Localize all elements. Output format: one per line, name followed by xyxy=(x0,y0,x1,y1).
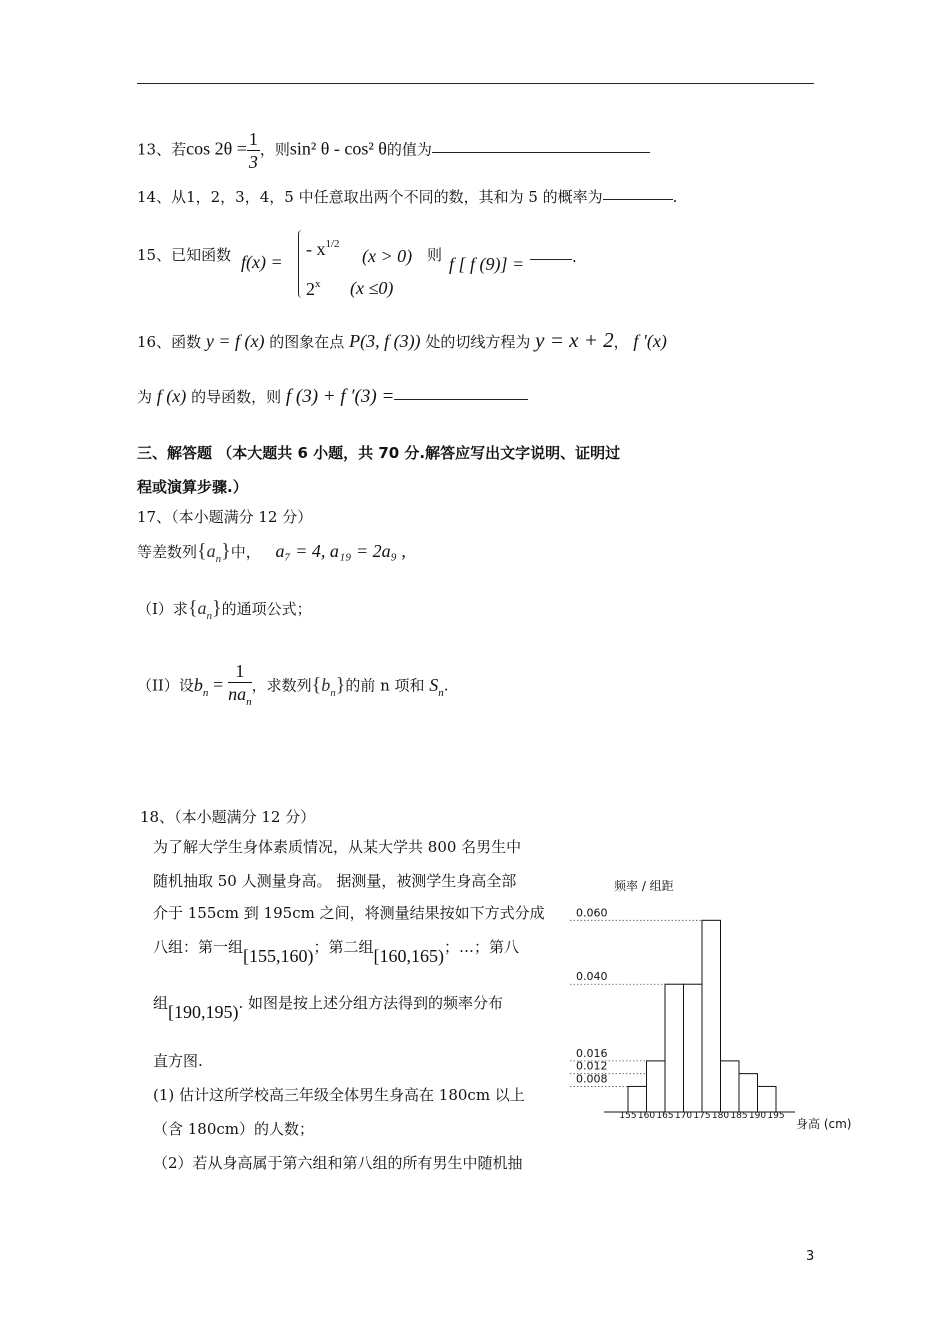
q17-p1-suffix: 的通项公式； xyxy=(221,600,312,618)
bar-5 xyxy=(702,920,721,1112)
q18-interval-1: [155,160) xyxy=(243,946,314,966)
bar-3 xyxy=(665,984,684,1112)
q18-line8: （含 180cm）的人数； xyxy=(153,1120,315,1138)
q18-line7: (1) 估计这所学校高三年级全体男生身高在 180cm 以上 xyxy=(153,1086,525,1104)
q17-bn-fraction xyxy=(228,660,252,713)
q16-prefix: 16、函数 xyxy=(137,333,202,351)
section-3-heading: 三、解答题 （本大题共 6 小题，共 70 分.解答应写出文字说明、证明过 xyxy=(137,444,621,462)
q17-part1 xyxy=(137,597,312,622)
q17-p2-end: . xyxy=(443,676,449,695)
q15-case1-exp: 1/2 xyxy=(325,238,340,250)
q17-bn-sub-2: n xyxy=(330,686,336,699)
bar-1 xyxy=(628,1086,647,1112)
q16-fx: f (x) xyxy=(156,386,187,406)
x-tick-label-0: 155 xyxy=(619,1111,637,1121)
q16-comma: ， xyxy=(613,333,629,351)
y-tick-label-1: 0.040 xyxy=(576,970,608,984)
q16-mid2: 处的切线方程为 xyxy=(425,333,531,351)
q15-end: . xyxy=(572,248,577,266)
q15-prefix: 15、已知函数 xyxy=(137,246,232,264)
q15-case1-base: - x xyxy=(306,239,326,259)
x-tick-label-2: 165 xyxy=(656,1111,674,1121)
q16-derivative: f ′(x) xyxy=(633,331,667,351)
q18-line2: 随机抽取 50 人测量身高。 据测量，被测学生身高全部 xyxy=(153,872,517,890)
q17-set-an: $\{a_n\}$ xyxy=(197,540,231,565)
q16-line2-mid: 的导函数，则 xyxy=(191,388,282,406)
q17-p2-mid2: 的前 n 项和 xyxy=(345,676,425,695)
q17-part2 xyxy=(137,660,449,713)
frequency-histogram xyxy=(570,860,860,1140)
q18-l5-b: . 如图是按上述分组方法得到的频率分布 xyxy=(238,994,504,1012)
q13-num: 1 xyxy=(248,129,258,149)
bar-6 xyxy=(721,1061,740,1112)
q15-then: 则 xyxy=(427,246,443,264)
q17-condition: a₇ = 4, a₁₉ = 2a₉ , xyxy=(275,541,406,561)
x-tick-label-3: 170 xyxy=(674,1111,693,1121)
q15-prefix-line xyxy=(137,244,231,265)
x-tick-label-5: 180 xyxy=(711,1111,730,1121)
x-tick-label-8: 195 xyxy=(767,1111,785,1121)
bar-2 xyxy=(647,1061,666,1112)
q17-sn: S xyxy=(429,674,439,695)
q18-line4 xyxy=(153,936,520,966)
q15-case2-base: 2 xyxy=(306,279,315,299)
q16-line2-prefix: 为 xyxy=(137,388,153,406)
question-14 xyxy=(137,186,677,207)
bar-4 xyxy=(684,984,703,1112)
y-tick-label-2: 0.016 xyxy=(576,1046,608,1060)
q17-l1-prefix: 等差数列 xyxy=(137,543,198,561)
q17-set-an-2: $\{a_n\}$ xyxy=(187,597,222,622)
q16-answer-blank xyxy=(394,399,528,400)
bar-7 xyxy=(739,1074,758,1112)
q17-sn-sub: n xyxy=(438,686,444,699)
q17-l1-mid: 中， xyxy=(230,543,261,561)
question-16-line2 xyxy=(137,386,528,408)
q15-case2 xyxy=(306,278,321,300)
q15-answer xyxy=(530,248,577,266)
question-13 xyxy=(137,128,650,173)
q15-expr: f [ f (9)] = xyxy=(449,254,525,274)
x-tick-label-6: 185 xyxy=(730,1111,748,1121)
q16-function: y = f (x) xyxy=(205,331,265,351)
q17-bn-eq: = xyxy=(213,674,224,695)
q17-bn: b xyxy=(193,674,203,695)
q13-fraction xyxy=(247,128,260,173)
q18-interval-2: [160,165) xyxy=(373,946,445,966)
q14-text: 14、从1，2，3，4，5 中任意取出两个不同的数，其和为 5 的概率为 xyxy=(137,188,603,206)
q13-lhs: cos 2θ = xyxy=(186,138,247,159)
q17-line1 xyxy=(137,540,406,565)
q17-title: 17、（本小题满分 12 分） xyxy=(137,508,313,526)
q15-case1 xyxy=(306,238,340,260)
x-tick-label-4: 175 xyxy=(693,1111,711,1121)
q16-point: P(3, f (3)) xyxy=(349,331,421,351)
header-rule xyxy=(137,83,814,84)
q17-an-sub-2: n xyxy=(206,610,213,622)
q18-interval-8: [190,195) xyxy=(168,1002,239,1022)
x-tick-label-1: 160 xyxy=(637,1111,656,1121)
q18-l4-b: ；第二组 xyxy=(313,938,374,956)
q15-piecewise-brace xyxy=(298,230,302,298)
q17-p1-prefix: （I）求 xyxy=(137,600,188,618)
q13-prefix: 13、若 xyxy=(137,140,187,159)
q17-bn-num: 1 xyxy=(228,660,252,683)
q14-answer-blank xyxy=(603,199,673,200)
q18-line9: （2）若从身高属于第六组和第八组的所有男生中随机抽 xyxy=(153,1154,523,1172)
y-tick-label-4: 0.008 xyxy=(576,1072,608,1086)
y-tick-label-3: 0.012 xyxy=(576,1059,608,1073)
q18-l4-a: 八组：第一组 xyxy=(153,938,244,956)
q15-fx: f(x) = xyxy=(241,252,283,272)
q13-mid: ，则 xyxy=(259,140,290,159)
y-axis-label: 频率 / 组距 xyxy=(614,879,674,893)
q18-line5 xyxy=(153,992,504,1022)
q17-p2-mid: ，求数列 xyxy=(251,676,312,695)
q16-mid1: 的图象在点 xyxy=(269,333,345,351)
section-3-heading-line2: 程或演算步骤.） xyxy=(137,478,248,496)
q14-end: . xyxy=(672,188,678,206)
q18-line1: 为了解大学生身体素质情况，从某大学共 800 名男生中 xyxy=(153,838,522,856)
q17-bn-den: na xyxy=(228,684,247,704)
q15-answer-blank xyxy=(530,259,572,260)
q13-suffix: 的值为 xyxy=(386,140,432,159)
q13-den: 3 xyxy=(248,152,258,172)
q18-title: 18、（本小题满分 12 分） xyxy=(140,808,316,826)
y-tick-label-0: 0.060 xyxy=(576,906,608,920)
bar-8 xyxy=(758,1086,777,1112)
q18-l5-a: 组 xyxy=(153,994,169,1012)
x-tick-label-7: 190 xyxy=(748,1111,767,1121)
q15-case2-cond: (x ≤0) xyxy=(350,278,394,298)
x-axis-label: 身高 (cm) xyxy=(796,1117,852,1131)
question-16 xyxy=(137,328,667,353)
q13-expr: sin² θ - cos² θ xyxy=(289,138,387,159)
q17-set-bn: $\{b_n\}$ xyxy=(311,673,346,699)
q18-l4-c: ；…；第八 xyxy=(444,938,520,956)
q17-an: a xyxy=(206,541,216,561)
q16-expr: f (3) + f ′(3) = xyxy=(285,386,395,407)
q17-p2-prefix: （II）设 xyxy=(137,676,194,695)
q17-bn-sub: n xyxy=(202,686,209,699)
q13-answer-blank xyxy=(432,152,650,153)
page-number: 3 xyxy=(806,1249,815,1264)
q17-an-sub: n xyxy=(215,553,222,565)
q17-bn-den-sub: n xyxy=(246,696,252,708)
q16-tangent-line: y = x + 2 xyxy=(535,328,614,352)
q17-an-2: a xyxy=(197,598,207,618)
q17-bn-2: b xyxy=(321,674,331,695)
q18-line6: 直方图. xyxy=(153,1052,203,1070)
q18-line3: 介于 155cm 到 195cm 之间，将测量结果按如下方式分成 xyxy=(153,904,545,922)
q15-case1-cond: (x > 0) xyxy=(362,246,413,266)
q15-case2-exp: x xyxy=(315,278,321,290)
